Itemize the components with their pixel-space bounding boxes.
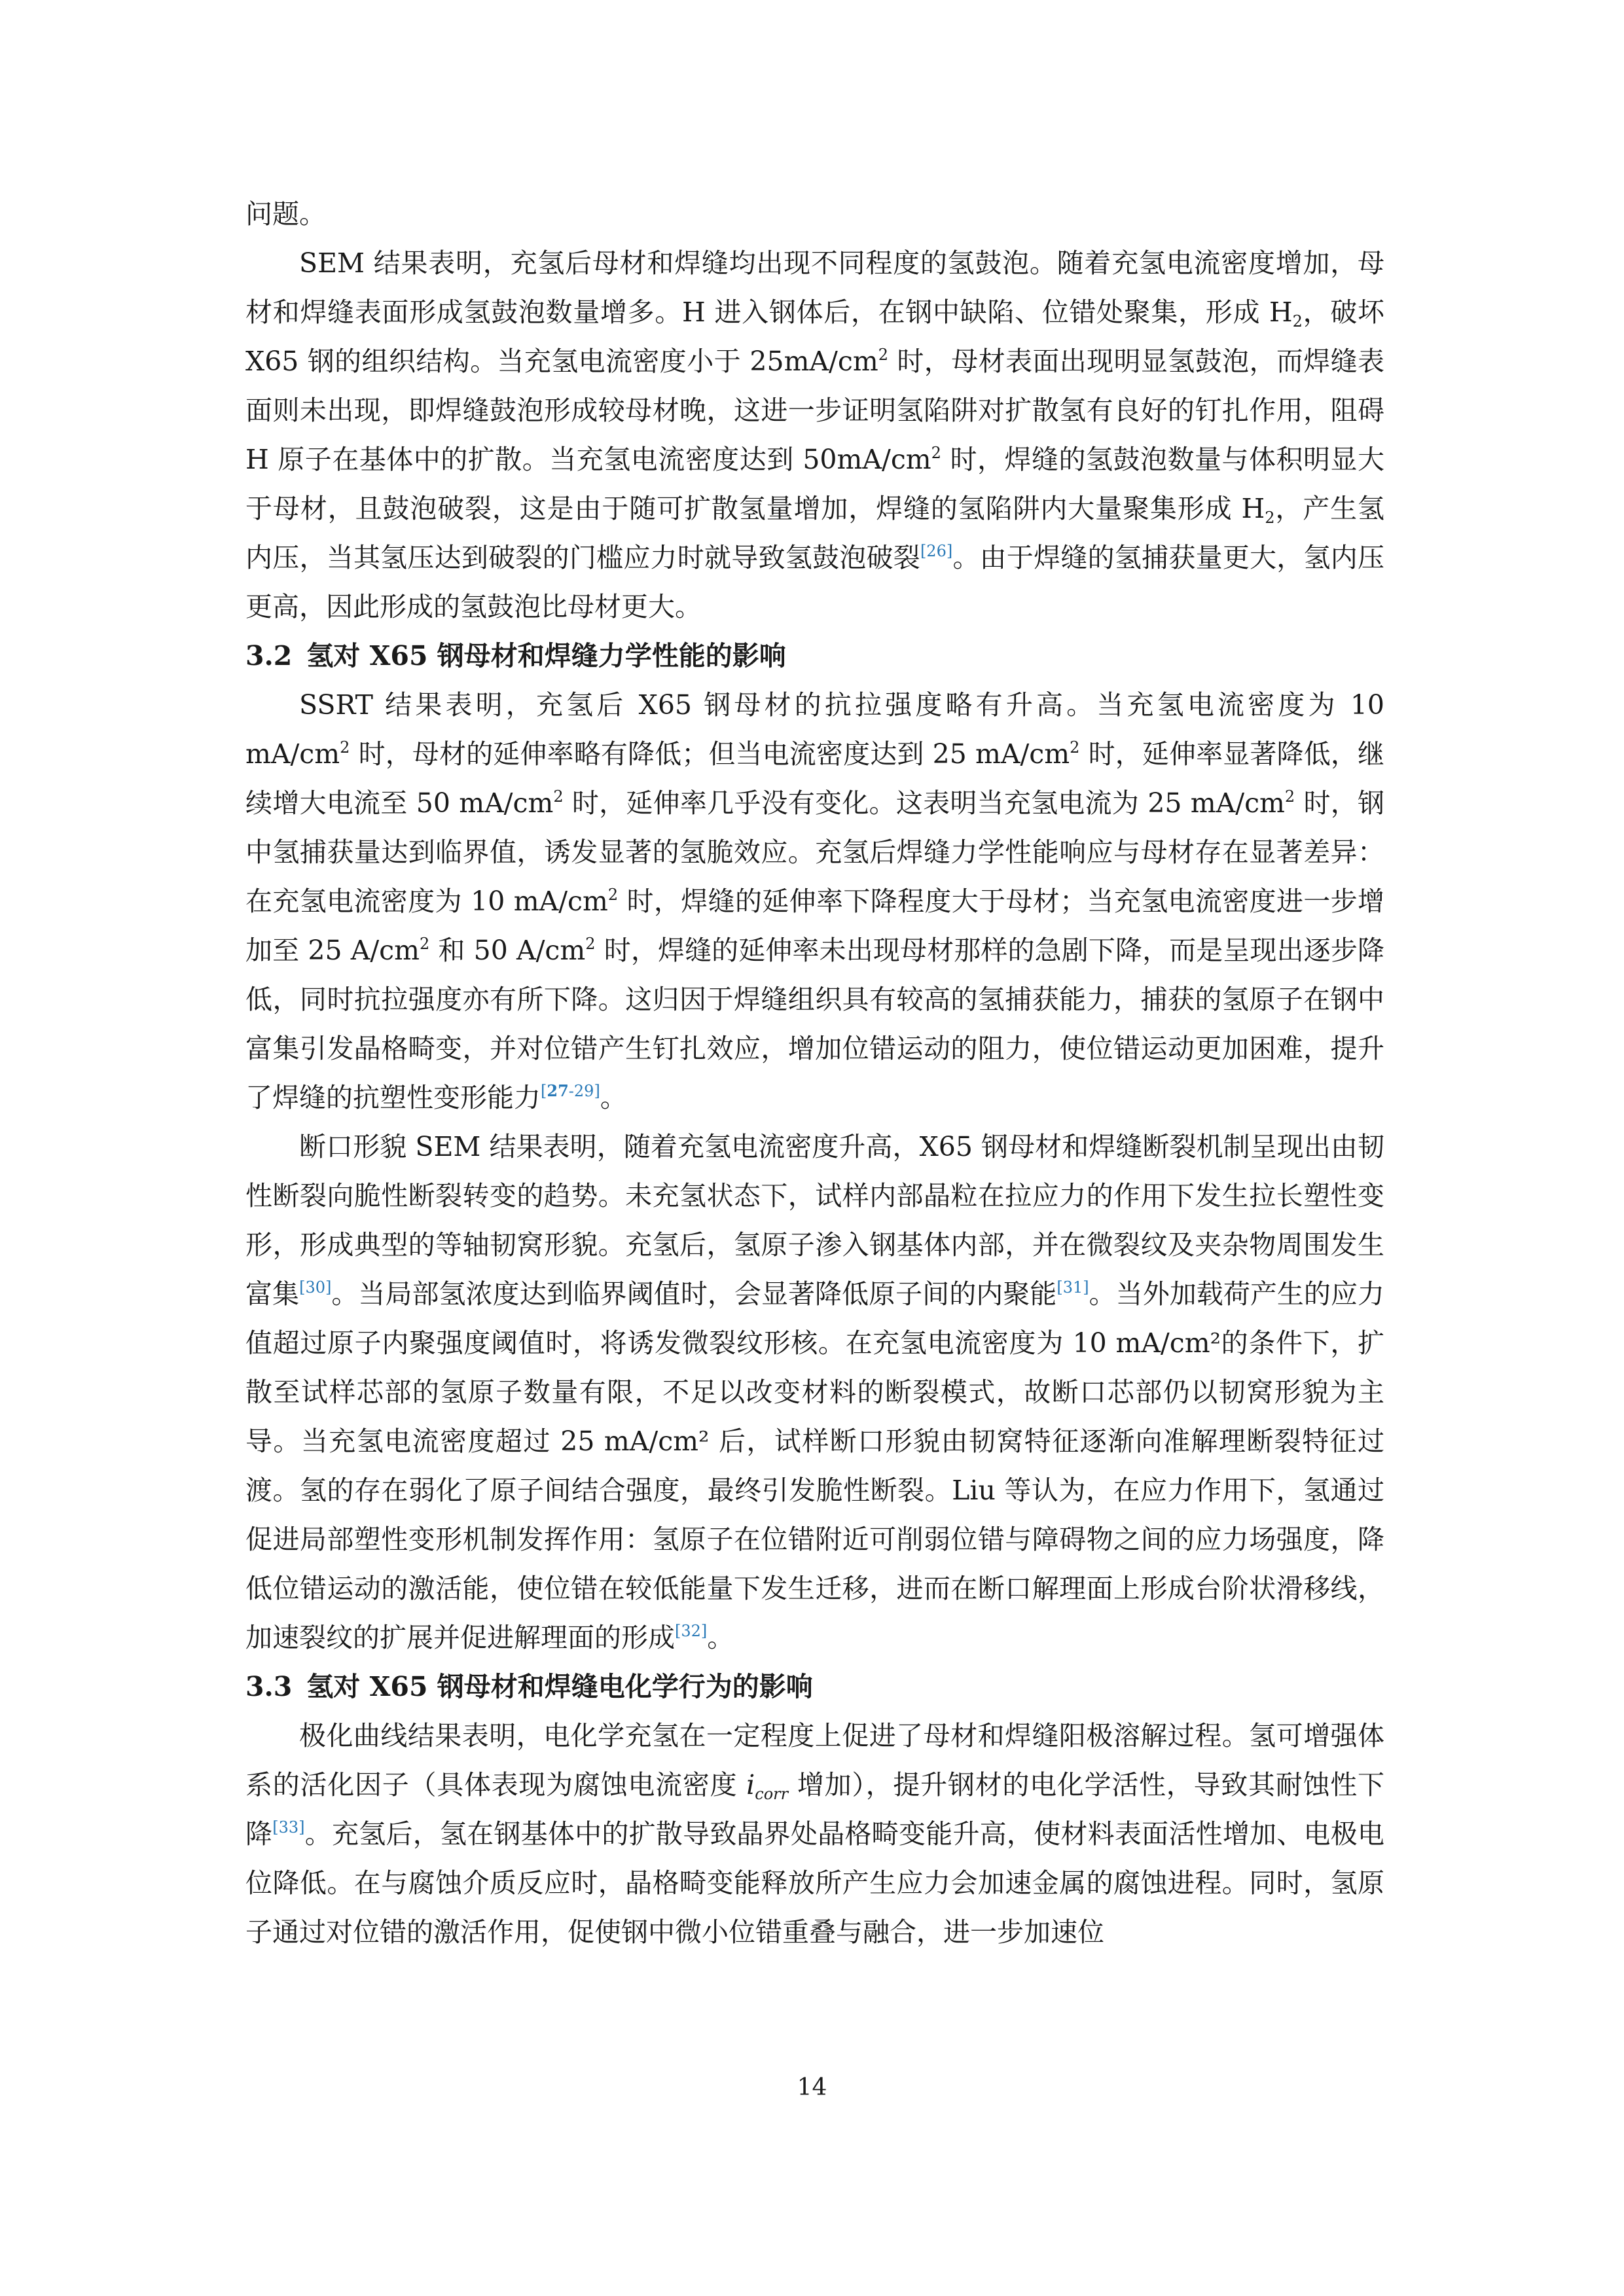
citation-link[interactable]: [26] [920, 542, 953, 560]
text-run: 时，母材表面出现明显氢鼓泡，而焊缝表面则未出现，即焊缝鼓泡形成较母材晚，这进一步证明氢陷阱对扩散氢有良好的钉扎作用，阻碍 H 原子在基体中的扩散。当充氢电流密度达到 50mA/cm [245, 346, 1384, 475]
fragment-text: 问题。 [245, 198, 326, 230]
text-run: 。 [600, 1082, 627, 1113]
section-heading-3-3 [245, 1662, 1384, 1712]
text-run: 。 [707, 1622, 734, 1653]
text-run: 。当外加载荷产生的应力值超过原子内聚强度阈值时，将诱发微裂纹形核。在充氢电流密度为 10 mA/cm²的条件下，扩散至试样芯部的氢原子数量有限，不足以改变材料的断裂模式，故断口芯部仍以韧窝形貌为主导。当充氢电流密度超过 25 mA/cm² 后，试样断口形貌由韧窝特征逐渐向准解理断裂特征过渡。氢的存在弱化了原子间结合强度，最终引发脆性断裂。Liu 等认为，在应力作用下，氢通过促进局部塑性变形机制发挥作用：氢原子在位错附近可削弱位错与障碍物之间的应力场强度，降低位错运动的激活能，使位错在较低能量下发生迁移，进而在断口解理面上形成台阶状滑移线，加速裂纹的扩展并促进解理面的形成 [245, 1278, 1385, 1653]
superscript: 2 [340, 738, 350, 757]
text-run: 断口形貌 SEM 结果表明，随着充氢电流密度升高，X65 钢母材和焊缝断裂机制呈现出由韧性断裂向脆性断裂转变的趋势。未充氢状态下，试样内部晶粒在拉应力的作用下发生拉长塑性变形，形成典型的等轴韧窝形貌。充氢后，氢原子渗入钢基体内部，并在微裂纹及夹杂物周围发生富集 [245, 1131, 1384, 1310]
paragraph-ssrt [245, 681, 1384, 1122]
text-run: 和 50 A/cm [429, 935, 586, 966]
text-run: 时，延伸率显著降低，继续增大电流至 50 mA/cm [245, 738, 1384, 819]
body-text [245, 190, 1384, 1957]
superscript: 2 [585, 935, 596, 953]
citation-link[interactable]: [32] [675, 1622, 708, 1640]
text-run: 时，焊缝的延伸率未出现母材那样的急剧下降，而是呈现出逐步降低，同时抗拉强度亦有所下降。这归因于焊缝组织具有较高的氢捕获能力，捕获的氢原子在钢中富集引发晶格畸变，并对位错产生钉扎效应，增加位错运动的阻力，使位错运动更加困难，提升了焊缝的抗塑性变形能力 [245, 935, 1385, 1113]
citation-bracket: ] [594, 1082, 600, 1100]
superscript: 2 [878, 346, 888, 364]
superscript: 2 [931, 444, 941, 462]
text-run: 时，焊缝的延伸率下降程度大于母材；当充氢电流密度进一步增加至 25 A/cm [245, 886, 1384, 966]
page-number: 14 [797, 2074, 827, 2101]
text-run: SSRT 结果表明，充氢后 X65 钢母材的抗拉强度略有升高。当充氢电流密度为 10 mA/cm [245, 689, 1384, 770]
superscript: 2 [1070, 738, 1080, 757]
citation-link[interactable] [541, 1082, 600, 1100]
text-run: 增加），提升钢材的电化学活性，导致其耐蚀性下降 [245, 1769, 1385, 1850]
subscript: 2 [1292, 312, 1303, 331]
text-run: 。当局部氢浓度达到临界阈值时，会显著降低原子间的内聚能 [331, 1278, 1057, 1310]
variable-i: i [746, 1769, 755, 1801]
variable-subscript: corr [755, 1785, 789, 1803]
text-run: ，破坏 X65 钢的组织结构。当充氢电流密度小于 25mA/cm [245, 296, 1384, 377]
paragraph-polarization [245, 1712, 1384, 1957]
superscript: 2 [1284, 787, 1295, 806]
citation-bracket: [ [541, 1082, 547, 1100]
superscript: 2 [607, 886, 619, 904]
text-run: 。充氢后，氢在钢基体中的扩散导致晶界处晶格畸变能升高，使材料表面活性增加、电极电位降低。在与腐蚀介质反应时，晶格畸变能释放所产生应力会加速金属的腐蚀进程。同时，氢原子通过对位错的激活作用，促使钢中微小位错重叠与融合，进一步加速位 [245, 1818, 1385, 1948]
text-run: 时，焊缝的氢鼓泡数量与体积明显大于母材，且鼓泡破裂，这是由于随可扩散氢量增加，焊缝的氢陷阱内大量聚集形成 H [245, 444, 1385, 524]
section-title: 氢对 X65 钢母材和焊缝电化学行为的影响 [306, 1671, 813, 1702]
text-run: 时，钢中氢捕获量达到临界值，诱发显著的氢脆效应。充氢后焊缝力学性能响应与母材存在显著差异：在充氢电流密度为 10 mA/cm [245, 787, 1384, 917]
text-run: 时，延伸率几乎没有变化。这表明当充氢电流为 25 mA/cm [563, 787, 1285, 819]
section-heading-3-2 [245, 632, 1384, 681]
text-run: 时，母材的延伸率略有降低；但当电流密度达到 25 mA/cm [350, 738, 1070, 770]
citation-link[interactable]: [31] [1056, 1278, 1089, 1297]
citation-link[interactable]: [30] [299, 1278, 332, 1297]
citation-number: -29 [568, 1082, 594, 1100]
paragraph-fracture [245, 1122, 1384, 1662]
superscript: 2 [553, 787, 564, 806]
section-number: 3.2 [245, 640, 293, 672]
text-run: SEM 结果表明，充氢后母材和焊缝均出现不同程度的氢鼓泡。随着充氢电流密度增加，母材和焊缝表面形成氢鼓泡数量增多。H 进入钢体后，在钢中缺陷、位错处聚集，形成 H [245, 247, 1384, 328]
paragraph-fragment [245, 190, 1384, 239]
citation-number: 27 [547, 1081, 569, 1100]
superscript: 2 [419, 935, 430, 953]
subscript: 2 [1265, 509, 1275, 527]
section-number: 3.3 [245, 1671, 293, 1702]
citation-link[interactable]: [33] [272, 1818, 305, 1837]
text-run: ，产生氢内压，当其氢压达到破裂的门槛应力时就导致氢鼓泡破裂 [245, 493, 1384, 573]
section-title: 氢对 X65 钢母材和焊缝力学性能的影响 [306, 640, 786, 672]
text-run: 极化曲线结果表明，电化学充氢在一定程度上促进了母材和焊缝阳极溶解过程。氢可增强体系的活化因子（具体表现为腐蚀电流密度 [245, 1720, 1384, 1801]
paragraph-sem-blister [245, 239, 1384, 632]
text-run: 。由于焊缝的氢捕获量更大，氢内压更高，因此形成的氢鼓泡比母材更大。 [245, 542, 1385, 622]
